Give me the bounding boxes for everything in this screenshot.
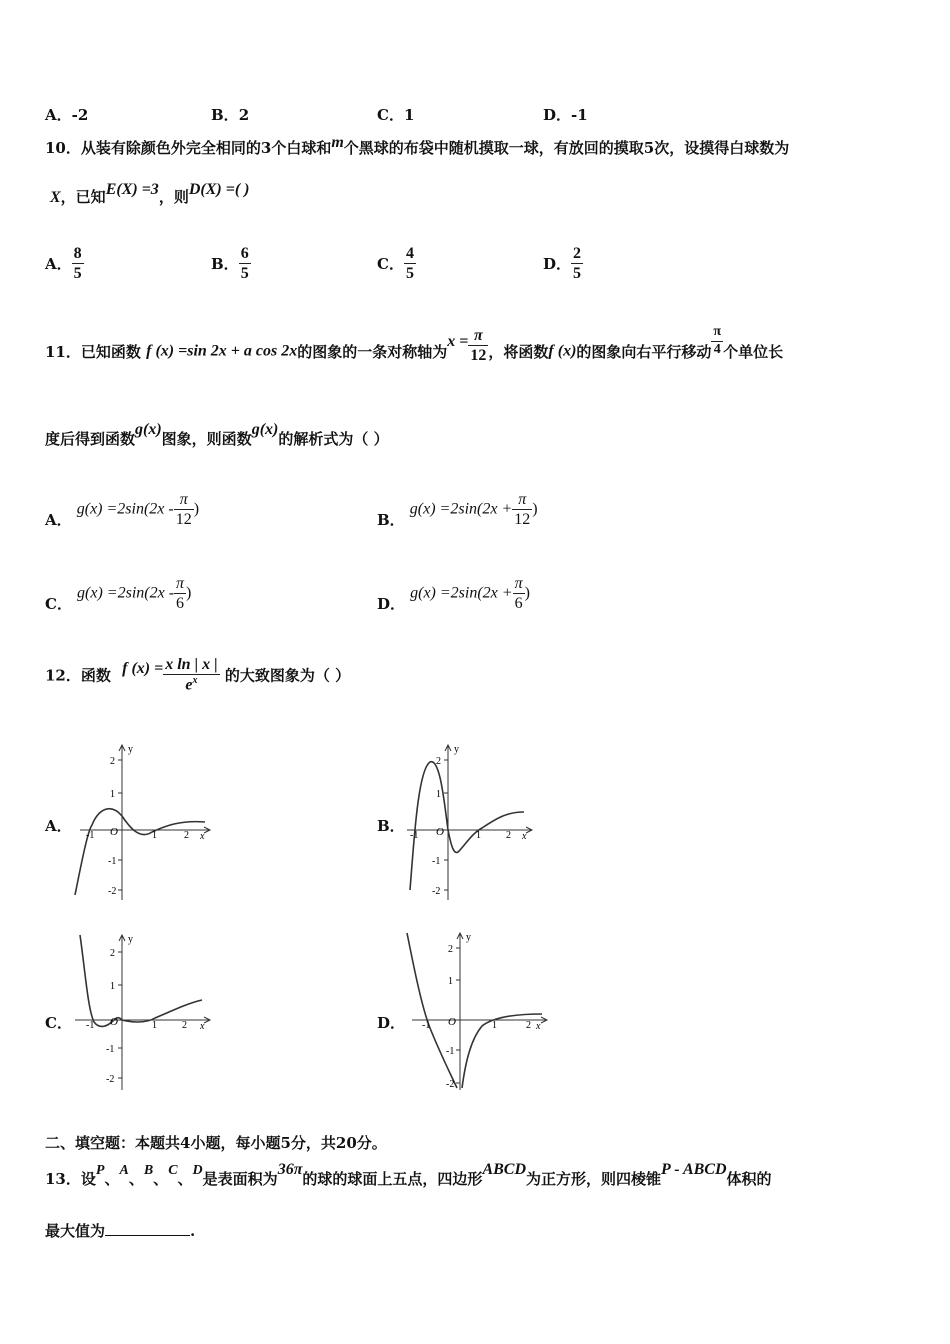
graph-a-label: A．	[45, 817, 72, 835]
graph-b-tick: -1	[410, 830, 419, 841]
graph-c-tick: 1	[110, 981, 115, 992]
q11-option-a: A． g(x) =2sin(2x - $\frac{\pi}{12}$ )	[45, 491, 200, 530]
graph-d-curve	[407, 933, 542, 1088]
q11-option-b: B． g(x) =2sin(2x + $\frac{\pi}{12}$ )	[377, 491, 538, 530]
q11-line2: 度后得到函数g(x)图象，则函数g(x)的解析式为（ ）	[45, 421, 389, 448]
graph-b-y-label: y	[454, 744, 459, 755]
graph-a-tick: -2	[108, 886, 117, 897]
q11-option-c: C． g(x) =2sin(2x - $\frac{\pi}{6}$ )	[45, 575, 192, 614]
graph-d-tick: -1	[446, 1046, 455, 1057]
q11-line1: 11．已知函数 f (x) =sin 2x + a cos 2x的图象的一条对称轴为x = $\frac{\pi}{12}$ ，将函数f (x)的图象向右平行移动 $\frac{\pi}{4}$ 个单位长	[45, 324, 784, 365]
graph-a-tick: 2	[110, 756, 115, 767]
graph-c-origin: O	[110, 1016, 118, 1028]
graph-d-tick: -2	[446, 1079, 455, 1090]
graph-a-tick: -1	[108, 856, 117, 867]
graph-c-tick: 1	[152, 1020, 157, 1031]
graph-b-tick: 1	[476, 830, 481, 841]
graph-d-tick: 1	[492, 1020, 497, 1031]
graph-a	[70, 740, 220, 905]
graph-d-tick: -1	[422, 1020, 431, 1031]
graph-b-x-label: x	[522, 831, 527, 842]
graph-b-tick: 2	[506, 830, 511, 841]
q13-line1: 13．设P、A、B、C、D是表面积为36π的球的球面上五点，四边形ABCD为正方形，则四棱锥P - ABCD体积的	[45, 1161, 772, 1188]
graph-c-tick: -2	[106, 1074, 115, 1085]
graph-c-y-label: y	[128, 934, 133, 945]
graph-d-tick: 2	[448, 944, 453, 955]
graph-b	[402, 740, 552, 905]
graph-c-label: C．	[45, 1014, 72, 1032]
graph-c-curve	[80, 935, 202, 1026]
graph-b-tick: 1	[436, 789, 441, 800]
graph-d-label: D．	[377, 1014, 406, 1032]
graph-b-origin: O	[436, 826, 444, 838]
graph-d-tick: 1	[448, 976, 453, 987]
q11-option-d: D． g(x) =2sin(2x + $\frac{\pi}{6}$ )	[377, 575, 530, 614]
graph-a-curve	[75, 809, 205, 895]
q9-option-b: B．2	[211, 106, 250, 124]
q10-option-d: D． $\frac{2}{5}$	[543, 245, 582, 283]
q10-option-c: C． $\frac{4}{5}$	[377, 245, 414, 283]
q9-option-d: D．-1	[543, 106, 588, 124]
graph-b-tick: -2	[432, 886, 441, 897]
q10-option-b: B． $\frac{6}{5}$	[211, 245, 249, 283]
graph-c-tick: -1	[86, 1020, 95, 1031]
graph-a-tick: 1	[152, 830, 157, 841]
graph-a-tick: 2	[184, 830, 189, 841]
graph-d-y-label: y	[466, 932, 471, 943]
graph-b-tick: 2	[436, 756, 441, 767]
q10-option-a: A． $\frac{8}{5}$	[45, 245, 82, 283]
graph-d-origin: O	[448, 1016, 456, 1028]
q13-line2: 最大值为 .	[45, 1222, 196, 1240]
q10-line1: 10．从装有除颜色外完全相同的3个白球和m个黑球的布袋中随机摸取一球，有放回的摸取5次，设摸得白球数为	[45, 134, 790, 157]
graph-c-tick: 2	[110, 948, 115, 959]
graph-a-x-label: x	[200, 831, 205, 842]
section-2-heading: 二、填空题：本题共4小题，每小题5分，共20分。	[45, 1134, 387, 1152]
graph-a-tick: 1	[110, 789, 115, 800]
graph-a-tick: -1	[86, 830, 95, 841]
graph-b-tick: -1	[432, 856, 441, 867]
graph-c-tick: -1	[106, 1044, 115, 1055]
graph-c-x-label: x	[200, 1021, 205, 1032]
q9-option-a: A．-2	[45, 106, 89, 124]
graph-c-tick: 2	[182, 1020, 187, 1031]
q12-line: 12．函数 f (x) = $\frac{\text{x ln | x |}}{e^x}$ 的大致图象为（ ）	[45, 656, 351, 694]
q9-option-c: C．1	[377, 106, 415, 124]
graph-b-curve	[410, 762, 524, 890]
graph-b-label: B．	[377, 817, 405, 835]
graph-c	[70, 930, 220, 1095]
q10-line2: X，已知E(X) =3，则D(X) =( )	[50, 181, 250, 206]
graph-a-y-label: y	[128, 744, 133, 755]
graph-a-origin: O	[110, 826, 118, 838]
q13-answer-blank[interactable]	[105, 1221, 190, 1236]
graph-d-tick: 2	[526, 1020, 531, 1031]
graph-d-x-label: x	[536, 1021, 541, 1032]
graph-d	[402, 928, 557, 1093]
